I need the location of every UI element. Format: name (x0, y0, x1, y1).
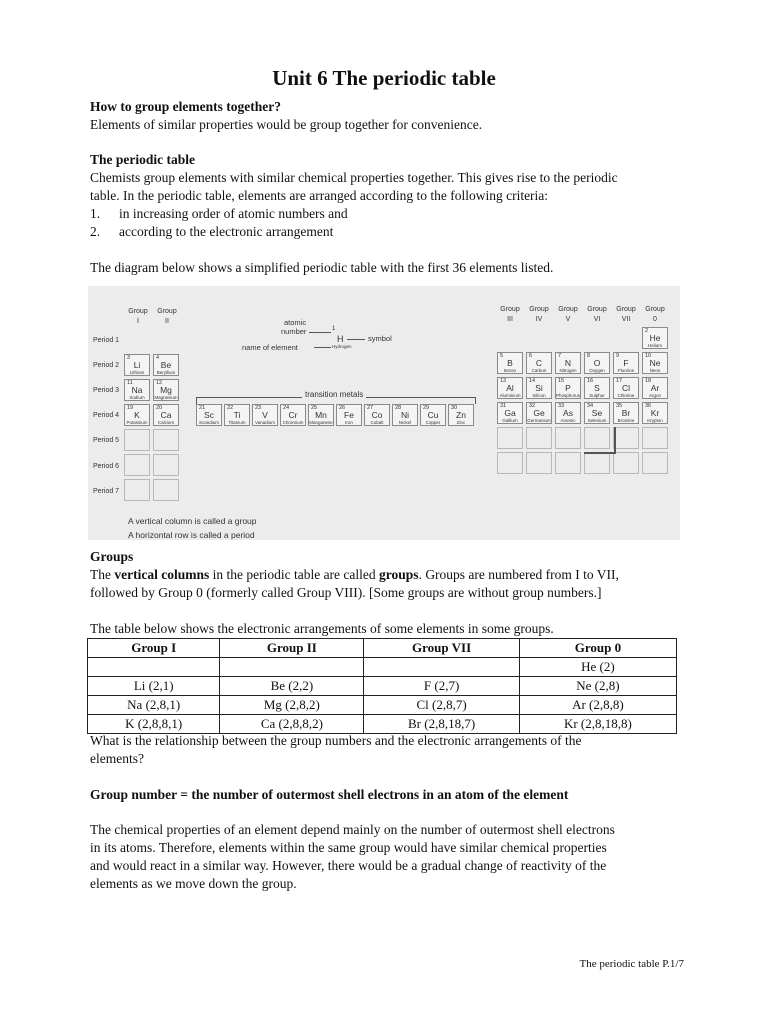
group-header-2: Group (157, 308, 177, 315)
table-cell: He (2) (519, 658, 676, 677)
key-symbol: H (337, 334, 344, 344)
table-row (88, 677, 677, 696)
table-header-row (88, 639, 677, 658)
table-cell: Ca (2,8,8,2) (220, 715, 364, 734)
period-label-6: Period 6 (93, 463, 120, 470)
element-cell-si: 14 Si Silicon (526, 377, 552, 399)
period-label-2: Period 2 (93, 362, 120, 369)
periodic-heading: The periodic table (90, 152, 195, 167)
key-symbol-label: symbol (368, 334, 392, 343)
table-header: Group I (88, 639, 220, 658)
group-number-6: VI (593, 316, 601, 323)
element-cell-he: 2 He Helium (642, 327, 668, 349)
table-cell: K (2,8,8,1) (88, 715, 220, 734)
element-cell-ga: 31 Ga Gallium (497, 402, 523, 424)
period-label-7: Period 7 (93, 488, 120, 495)
table-header: Group II (220, 639, 364, 658)
table-cell: Br (2,8,18,7) (364, 715, 520, 734)
group-number-7: VII (621, 316, 631, 323)
element-cell-cr: 24 Cr Chromium (280, 404, 306, 426)
key-number-line (309, 332, 331, 333)
key-name-label: name of element (242, 343, 298, 352)
key-atomic-label: atomic (284, 318, 307, 327)
key-name-line (314, 347, 331, 348)
element-cell-mg: 12 Mg Magnesium (154, 380, 178, 400)
element-cell-na: 11 Na Sodium (124, 379, 150, 401)
element-cell-ge: 32 Ge Germanium (527, 403, 551, 423)
empty-cell (153, 429, 179, 451)
electronic-arrangement-table (87, 638, 677, 734)
closing-line-3: and would react in a similar way. However, there would be a gradual change of reactivity of the (90, 858, 607, 873)
empty-cell (642, 427, 668, 449)
element-cell-as: 33 As Arsenic (555, 402, 581, 424)
empty-cell (584, 452, 610, 474)
question-line-2: elements? (90, 751, 144, 766)
element-cell-n: 7 N Nitrogen (555, 352, 581, 374)
period-label-5: Period 5 (93, 437, 120, 444)
period-label-3: Period 3 (93, 387, 120, 394)
element-cell-br: 35 Br Bromine (613, 402, 639, 424)
group-number-rule: Group number = the number of outermost shell electrons in an atom of the element (90, 787, 569, 802)
empty-cell (526, 427, 552, 449)
element-cell-be: 4 Be Beryllium (153, 354, 179, 376)
element-cell-ti: 22 Ti Titanium (224, 404, 250, 426)
empty-cell (153, 479, 179, 501)
periodic-p1: Chemists group elements with similar chemical properties together. This gives rise to the periodic (90, 170, 618, 185)
table-cell: Cl (2,8,7) (364, 696, 520, 715)
empty-cell (153, 454, 179, 476)
empty-cell (613, 452, 639, 474)
closing-line-4: elements as we move down the group. (90, 876, 297, 891)
table-row (88, 715, 677, 734)
element-cell-se: 34 Se Selenium (584, 402, 610, 424)
empty-cell (497, 452, 523, 474)
list-item-2-text: according to the electronic arrangement (119, 224, 334, 239)
groups-heading: Groups (90, 549, 134, 564)
empty-cell (124, 454, 150, 476)
table-cell: Ar (2,8,8) (519, 696, 676, 715)
table-cell (364, 658, 520, 677)
list-item-2-number: 2. (90, 224, 101, 239)
element-cell-p: 15 P Phosphorus (556, 378, 581, 398)
empty-cell (642, 452, 668, 474)
group-number-5: V (565, 316, 571, 323)
group-header-6: Group (587, 306, 607, 313)
table-row (88, 696, 677, 715)
table-cell: Li (2,1) (88, 677, 220, 696)
group-header-4: Group (529, 306, 549, 313)
element-cell-o: 8 O Oxygen (584, 352, 610, 374)
table-cell (220, 658, 364, 677)
element-cell-fe: 26 Fe Iron (336, 404, 362, 426)
group-number-0: 0 (653, 316, 657, 323)
element-cell-mn: 25 Mn Manganese (309, 405, 333, 425)
key-symbol-line (347, 339, 365, 340)
table-cell: Na (2,8,1) (88, 696, 220, 715)
table-header: Group VII (364, 639, 520, 658)
element-cell-ca: 20 Ca Calcium (153, 404, 179, 426)
table-cell: Kr (2,8,18,8) (519, 715, 676, 734)
table-cell: F (2,7) (364, 677, 520, 696)
intro-heading: How to group elements together? (90, 99, 281, 114)
group-header-5: Group (558, 306, 578, 313)
element-cell-cl: 17 Cl Chlorine (613, 377, 639, 399)
element-cell-c: 6 C Carbon (526, 352, 552, 374)
table-header: Group 0 (519, 639, 676, 658)
element-cell-al: 13 Al Aluminium (497, 377, 523, 399)
element-cell-kr: 36 Kr Krypton (642, 402, 668, 424)
group-number-1: I (137, 318, 139, 325)
metal-nonmetal-line (584, 427, 616, 454)
empty-cell (555, 452, 581, 474)
periodic-p2: table. In the periodic table, elements are arranged according to the following criteria: (90, 188, 549, 203)
element-cell-k: 19 K Potassium (124, 404, 150, 426)
element-cell-cu: 29 Cu Copper (420, 404, 446, 426)
table-intro: The table below shows the electronic arrangements of some elements in some groups. (90, 621, 554, 636)
list-item-1-text: in increasing order of atomic numbers and (119, 206, 348, 221)
element-cell-f: 9 F Fluorine (613, 352, 639, 374)
table-cell (88, 658, 220, 677)
empty-cell (613, 427, 639, 449)
element-cell-ar: 18 Ar Argon (642, 377, 668, 399)
group-number-3: III (507, 316, 513, 323)
element-cell-sc: 21 Sc Scandium (196, 404, 222, 426)
element-cell-ni: 28 Ni Nickel (392, 404, 418, 426)
figure-caption-period: A horizontal row is called a period (128, 530, 255, 540)
group-header-3: Group (500, 306, 520, 313)
transition-metals-label: transition metals (302, 390, 366, 399)
periodic-table-figure (88, 286, 680, 540)
table-cell: Ne (2,8) (519, 677, 676, 696)
closing-line-1: The chemical properties of an element depend mainly on the number of outermost shell electrons (90, 822, 615, 837)
element-cell-s: 16 S Sulphur (584, 377, 610, 399)
group-number-4: IV (535, 316, 543, 323)
list-item-1-number: 1. (90, 206, 101, 221)
element-cell-co: 27 Co Cobalt (364, 404, 390, 426)
group-number-2: II (165, 318, 169, 325)
element-cell-ne: 10 Ne Neon (642, 352, 668, 374)
empty-cell (124, 429, 150, 451)
empty-cell (497, 427, 523, 449)
period-label-4: Period 4 (93, 412, 120, 419)
group-header-1: Group (128, 308, 148, 315)
intro-text: Elements of similar properties would be group together for convenience. (90, 117, 483, 132)
empty-cell (555, 427, 581, 449)
empty-cell (124, 479, 150, 501)
diagram-intro: The diagram below shows a simplified periodic table with the first 36 elements listed. (90, 260, 554, 275)
groups-p2: followed by Group 0 (formerly called Group VIII). [Some groups are without group numbers.] (90, 585, 602, 600)
closing-line-2: in its atoms. Therefore, elements within the same group would have similar chemical properties (90, 840, 607, 855)
table-row (88, 658, 677, 677)
table-cell: Be (2,2) (220, 677, 364, 696)
question-line-1: What is the relationship between the group numbers and the electronic arrangements of the (90, 733, 582, 748)
period-label-1: Period 1 (93, 337, 120, 344)
element-cell-v: 23 V Vanadium (252, 404, 278, 426)
group-header-0: Group (645, 306, 665, 313)
table-cell: Mg (2,8,2) (220, 696, 364, 715)
page-footer: The periodic table P.1/7 (579, 958, 684, 970)
key-element-name: Hydrogen (332, 344, 352, 349)
element-cell-li: 3 Li Lithium (124, 354, 150, 376)
group-header-7: Group (616, 306, 636, 313)
page-title: Unit 6 The periodic table (272, 66, 496, 90)
element-cell-b: 5 B Boron (497, 352, 523, 374)
groups-p1: The vertical columns in the periodic table are called groups. Groups are numbered from I to VII, (90, 567, 619, 582)
empty-cell (526, 452, 552, 474)
figure-caption-group: A vertical column is called a group (128, 516, 257, 526)
key-number: 1 (332, 326, 336, 332)
element-cell-zn: 30 Zn Zinc (448, 404, 474, 426)
key-number-label: number (281, 327, 307, 336)
